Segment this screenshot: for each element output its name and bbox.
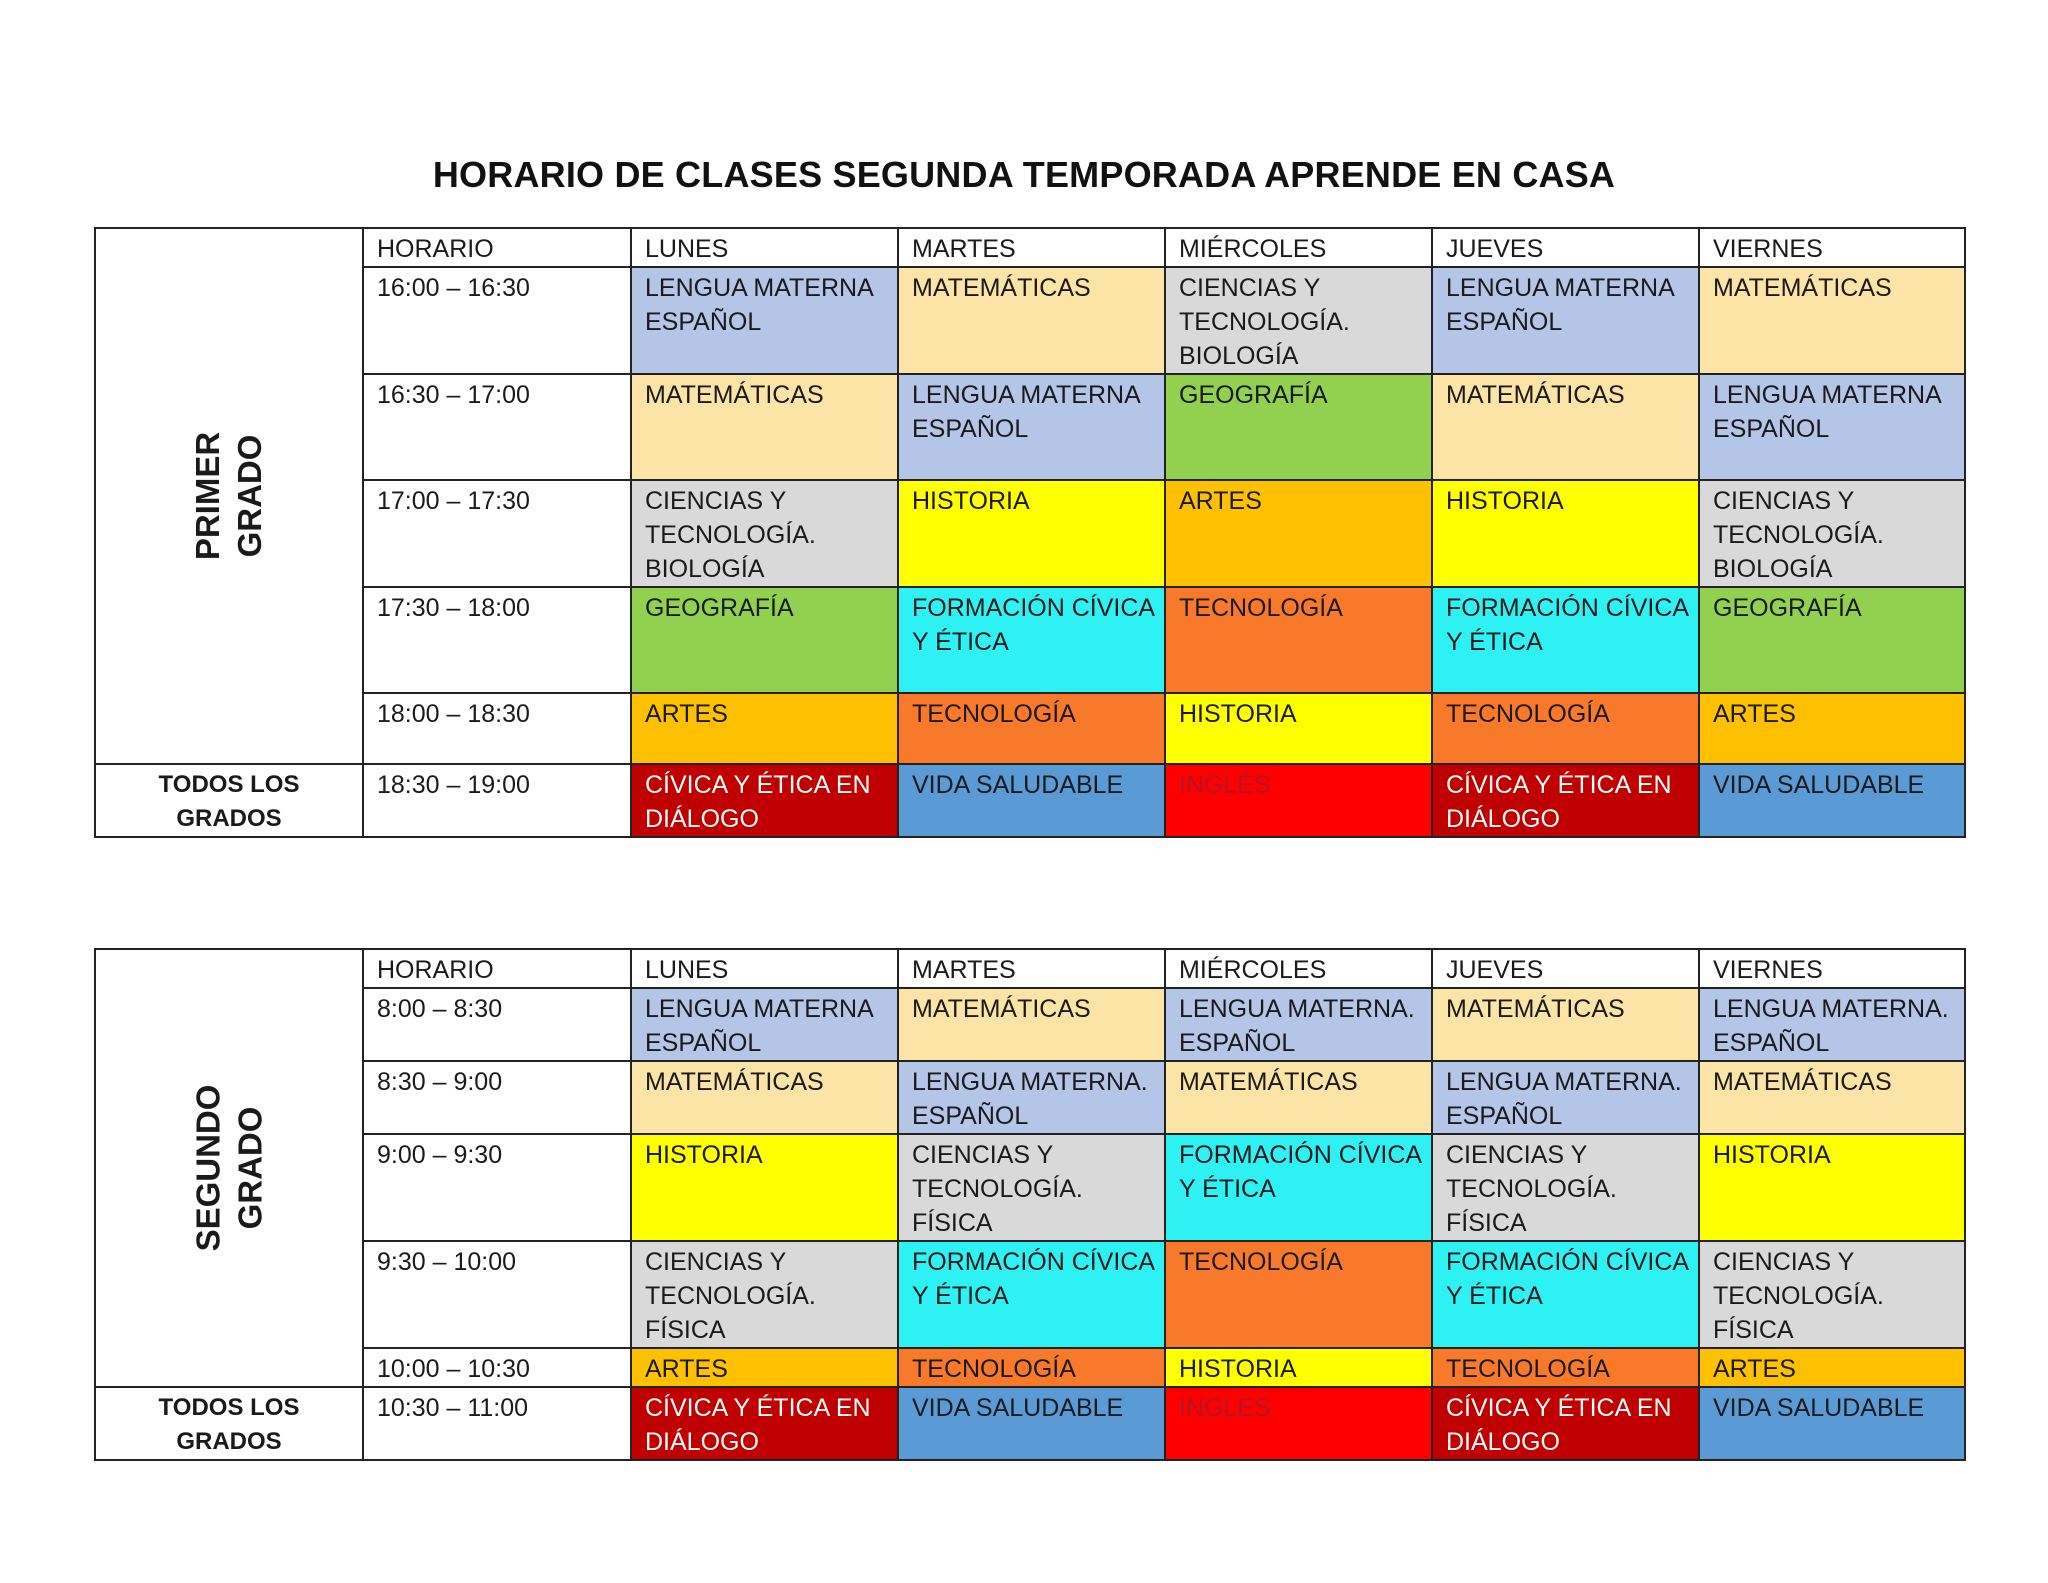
- header-day: MIÉRCOLES: [1165, 949, 1432, 988]
- grade-label: PRIMER GRADO: [189, 431, 268, 561]
- grade-label-cell: [95, 949, 363, 1387]
- subject-cell: LENGUA MATERNA. ESPAÑOL: [898, 1061, 1165, 1134]
- header-day: MARTES: [898, 228, 1165, 267]
- subject-cell: CÍVICA Y ÉTICA EN DIÁLOGO: [631, 1387, 898, 1460]
- header-day: VIERNES: [1699, 228, 1965, 267]
- subject-cell: ARTES: [1699, 1348, 1965, 1387]
- time-cell: 9:00 – 9:30: [363, 1134, 631, 1241]
- page-title: HORARIO DE CLASES SEGUNDA TEMPORADA APRENDE EN CASA: [432, 154, 1616, 195]
- subject-cell: TECNOLOGÍA: [1432, 693, 1699, 764]
- time-cell: 18:00 – 18:30: [363, 693, 631, 764]
- subject-cell: LENGUA MATERNA. ESPAÑOL: [1165, 988, 1432, 1061]
- subject-cell: LENGUA MATERNA ESPAÑOL: [1699, 374, 1965, 480]
- header-day: JUEVES: [1432, 949, 1699, 988]
- time-cell: 10:00 – 10:30: [363, 1348, 631, 1387]
- subject-cell: LENGUA MATERNA ESPAÑOL: [898, 374, 1165, 480]
- time-cell: 8:30 – 9:00: [363, 1061, 631, 1134]
- subject-cell: FORMACIÓN CÍVICA Y ÉTICA: [1432, 1241, 1699, 1348]
- table-row: [95, 587, 1965, 693]
- subject-cell: INGLES: [1165, 1387, 1432, 1460]
- subject-cell: FORMACIÓN CÍVICA Y ÉTICA: [898, 587, 1165, 693]
- time-cell: 10:30 – 11:00: [363, 1387, 631, 1460]
- subject-cell: ARTES: [1699, 693, 1965, 764]
- subject-cell: ARTES: [631, 693, 898, 764]
- time-cell: 16:30 – 17:00: [363, 374, 631, 480]
- subject-cell: CIENCIAS Y TECNOLOGÍA. BIOLOGÍA: [1699, 480, 1965, 587]
- subject-cell: LENGUA MATERNA. ESPAÑOL: [1432, 1061, 1699, 1134]
- subject-cell: CÍVICA Y ÉTICA EN DIÁLOGO: [1432, 764, 1699, 837]
- subject-cell: HISTORIA: [1165, 693, 1432, 764]
- grade-label: SEGUNDO GRADO: [188, 1084, 268, 1252]
- subject-cell: CIENCIAS Y TECNOLOGÍA. FÍSICA: [1432, 1134, 1699, 1241]
- subject-cell: MATEMÁTICAS: [1432, 374, 1699, 480]
- subject-cell: CIENCIAS Y TECNOLOGÍA. FÍSICA: [898, 1134, 1165, 1241]
- subject-cell: LENGUA MATERNA ESPAÑOL: [631, 267, 898, 374]
- subject-cell: CÍVICA Y ÉTICA EN DIÁLOGO: [631, 764, 898, 837]
- schedule-table-primer-grado: [94, 227, 1966, 838]
- header-day: MIÉRCOLES: [1165, 228, 1432, 267]
- header-row: [95, 228, 1965, 267]
- table-row-todos: [95, 764, 1965, 837]
- header-horario: HORARIO: [363, 228, 631, 267]
- subject-cell: HISTORIA: [898, 480, 1165, 587]
- table-row: [95, 374, 1965, 480]
- subject-cell: MATEMÁTICAS: [1699, 1061, 1965, 1134]
- todos-grados-label: TODOS LOS GRADOS: [95, 1387, 363, 1460]
- subject-cell: VIDA SALUDABLE: [1699, 1387, 1965, 1460]
- subject-cell: MATEMÁTICAS: [631, 374, 898, 480]
- subject-cell: MATEMÁTICAS: [1432, 988, 1699, 1061]
- time-cell: 18:30 – 19:00: [363, 764, 631, 837]
- subject-cell: VIDA SALUDABLE: [1699, 764, 1965, 837]
- header-day: LUNES: [631, 228, 898, 267]
- subject-cell: GEOGRAFÍA: [631, 587, 898, 693]
- subject-cell: CIENCIAS Y TECNOLOGÍA. BIOLOGÍA: [1165, 267, 1432, 374]
- subject-cell: MATEMÁTICAS: [1165, 1061, 1432, 1134]
- header-row: [95, 949, 1965, 988]
- time-cell: 16:00 – 16:30: [363, 267, 631, 374]
- subject-cell: CIENCIAS Y TECNOLOGÍA. FÍSICA: [631, 1241, 898, 1348]
- subject-cell: FORMACIÓN CÍVICA Y ÉTICA: [1432, 587, 1699, 693]
- subject-cell: LENGUA MATERNA ESPAÑOL: [631, 988, 898, 1061]
- subject-cell: TECNOLOGÍA: [898, 693, 1165, 764]
- todos-grados-label: TODOS LOS GRADOS: [95, 764, 363, 837]
- table-row: [95, 480, 1965, 587]
- subject-cell: TECNOLOGÍA: [1432, 1348, 1699, 1387]
- time-cell: 17:00 – 17:30: [363, 480, 631, 587]
- subject-cell: FORMACIÓN CÍVICA Y ÉTICA: [898, 1241, 1165, 1348]
- header-day: LUNES: [631, 949, 898, 988]
- table-row: [95, 267, 1965, 374]
- subject-cell: MATEMÁTICAS: [898, 988, 1165, 1061]
- table-row: [95, 988, 1965, 1061]
- subject-cell: GEOGRAFÍA: [1699, 587, 1965, 693]
- time-cell: 9:30 – 10:00: [363, 1241, 631, 1348]
- grade-label-cell: [95, 228, 363, 764]
- table-row: [95, 1241, 1965, 1348]
- header-day: MARTES: [898, 949, 1165, 988]
- table-row: [95, 1348, 1965, 1387]
- subject-cell: CIENCIAS Y TECNOLOGÍA. BIOLOGÍA: [631, 480, 898, 587]
- header-horario: HORARIO: [363, 949, 631, 988]
- subject-cell: TECNOLOGÍA: [1165, 1241, 1432, 1348]
- subject-cell: HISTORIA: [1432, 480, 1699, 587]
- subject-cell: INGLÉS: [1165, 764, 1432, 837]
- table-row: [95, 693, 1965, 764]
- subject-cell: ARTES: [631, 1348, 898, 1387]
- subject-cell: LENGUA MATERNA ESPAÑOL: [1432, 267, 1699, 374]
- subject-cell: TECNOLOGÍA: [1165, 587, 1432, 693]
- subject-cell: LENGUA MATERNA. ESPAÑOL: [1699, 988, 1965, 1061]
- subject-cell: FORMACIÓN CÍVICA Y ÉTICA: [1165, 1134, 1432, 1241]
- subject-cell: MATEMÁTICAS: [631, 1061, 898, 1134]
- subject-cell: CIENCIAS Y TECNOLOGÍA. FÍSICA: [1699, 1241, 1965, 1348]
- subject-cell: HISTORIA: [1699, 1134, 1965, 1241]
- subject-cell: GEOGRAFÍA: [1165, 374, 1432, 480]
- subject-cell: VIDA SALUDABLE: [898, 1387, 1165, 1460]
- subject-cell: HISTORIA: [1165, 1348, 1432, 1387]
- subject-cell: HISTORIA: [631, 1134, 898, 1241]
- table-row: [95, 1134, 1965, 1241]
- subject-cell: CÍVICA Y ÉTICA EN DIÁLOGO: [1432, 1387, 1699, 1460]
- time-cell: 8:00 – 8:30: [363, 988, 631, 1061]
- schedule-table-segundo-grado: [94, 948, 1966, 1461]
- subject-cell: VIDA SALUDABLE: [898, 764, 1165, 837]
- subject-cell: MATEMÁTICAS: [898, 267, 1165, 374]
- subject-cell: MATEMÁTICAS: [1699, 267, 1965, 374]
- subject-cell: TECNOLOGÍA: [898, 1348, 1165, 1387]
- table-row-todos: [95, 1387, 1965, 1460]
- header-day: JUEVES: [1432, 228, 1699, 267]
- header-day: VIERNES: [1699, 949, 1965, 988]
- subject-cell: ARTES: [1165, 480, 1432, 587]
- table-row: [95, 1061, 1965, 1134]
- time-cell: 17:30 – 18:00: [363, 587, 631, 693]
